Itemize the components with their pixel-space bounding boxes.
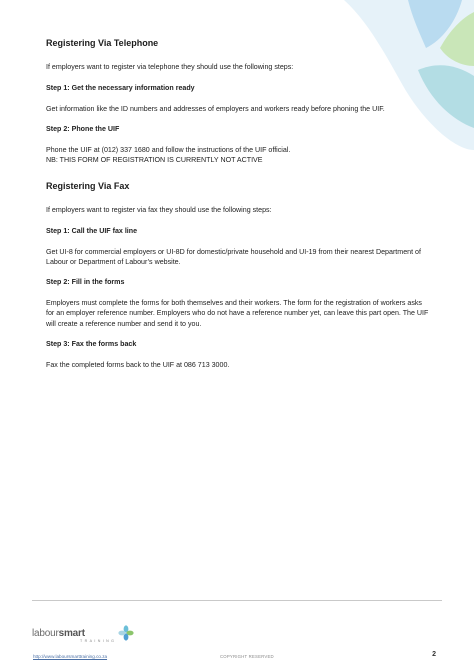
fax-step2-title: Step 2: Fill in the forms [46,278,125,287]
telephone-step2-title: Step 2: Phone the UIF [46,125,120,134]
logo-main-text: labour [32,628,59,639]
telephone-step1-text: Get information like the ID numbers and addresses of employers and workers ready before phoning the UIF. [46,104,385,113]
logo-flower-icon [118,625,134,641]
telephone-intro: If employers want to register via telephone they should use the following steps: [46,63,294,72]
page-number: 2 [432,651,436,658]
company-logo [32,628,152,648]
document-body [46,38,431,381]
website-link[interactable]: http://www.laboursmarttraining.co.za [33,654,108,659]
fax-step2-text: Employers must complete the forms for both themselves and their workers. The form for the registration of workers asks for an employer reference number. Employers who do not have a reference number yet, can leave this part open. The UIF will create a reference number and send it to you. [46,299,429,328]
fax-step1-title: Step 1: Call the UIF fax line [46,226,138,235]
fax-step1-text: Get UI-8 for commercial employers or UI-8D for domestic/private household and UI-19 from their nearest Department of Labour or Department of Labour’s website. [46,247,421,266]
heading-fax: Registering Via Fax [46,180,130,191]
logo-wordmark [32,628,85,639]
telephone-step2-note: NB: THIS FORM OF REGISTRATION IS CURRENTLY NOT ACTIVE [46,156,263,165]
telephone-step2-text: Phone the UIF at (012) 337 1680 and follow the instructions of the UIF official. [46,146,291,155]
telephone-step1-title: Step 1: Get the necessary information ready [46,83,195,92]
logo-subtitle: TRAINING [80,639,117,643]
copyright-text: COPYRIGHT RESERVED [220,654,274,659]
logo-bold-text: smart [58,628,85,639]
fax-intro: If employers want to register via fax they should use the following steps: [46,206,272,215]
heading-telephone: Registering Via Telephone [46,38,159,48]
fax-step3-text: Fax the completed forms back to the UIF at 086 713 3000. [46,360,230,369]
fax-step3-title: Step 3: Fax the forms back [46,340,137,349]
footer-divider [32,600,442,601]
